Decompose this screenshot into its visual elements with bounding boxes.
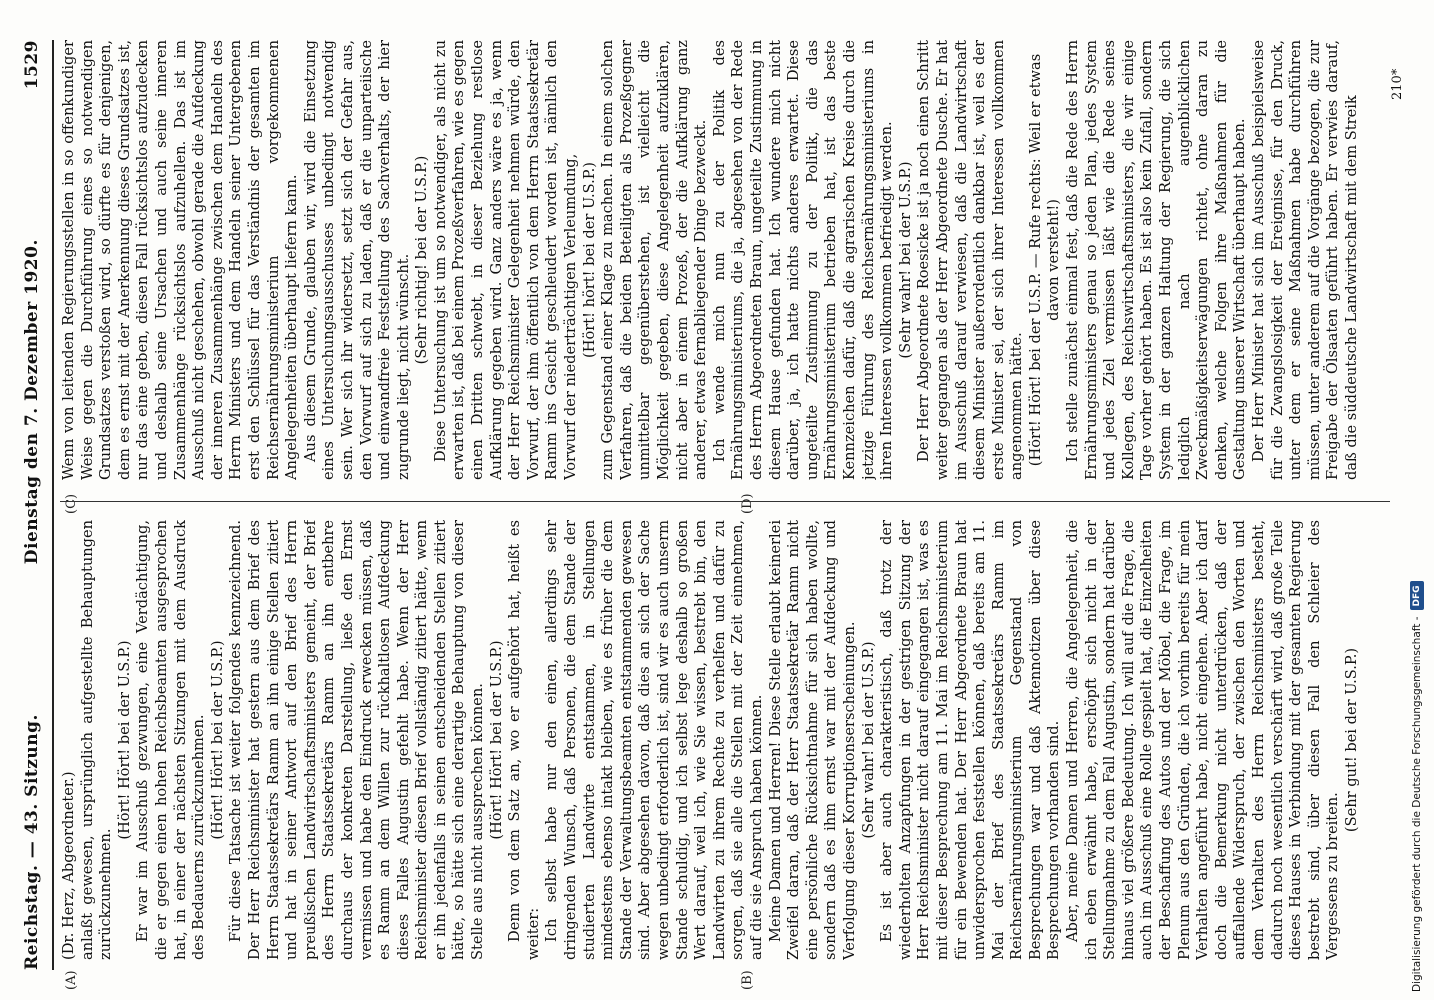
paragraph: Denn von dem Satz an, wo er aufgehört hat, heißt es weiter: bbox=[506, 520, 542, 960]
left-column bbox=[60, 520, 1390, 960]
interjection: (Sehr gut! bei der U.S.P.) bbox=[1342, 647, 1360, 833]
paragraph: Ich stelle zunächst einmal fest, daß die Rede des Herrn Ernährungsministers genau so jeden Plan, jedes System und jedes Ziel vermissen läßt wie die Rede seines Kollegen, des Reichswirtschaftsministers, die wir einige Tage vorher gehört haben. Es ist also kein Zufall, sondern System in der ganzen Haltung der Regierung, die sich lediglich nach augenblicklichen Zweckmäßigkeitserwägungen richtet, ohne daran zu denken, welche Folgen ihre Maßnahmen für die Gestaltung unserer Wirtschaft überhaupt haben. bbox=[1064, 40, 1249, 480]
page-header bbox=[14, 40, 50, 970]
paragraph: anlaßt gewesen, ursprünglich aufgestellte Behauptungen zurückzunehmen. bbox=[78, 520, 115, 960]
header-rule bbox=[52, 40, 54, 970]
paragraph: Ich wende mich nun zu der Politik des Ernährungsministeriums, die ja, abgesehen von der Rede des Herrn Abgeordneten Braun, ungeteilte Zustimmung in diesem Hause gefunden hat. Ich wundere mich nicht darüber, ja, ich hatte nichts anderes erwartet. Diese ungeteilte Zustimmung zu der Politik, die das Ernährungsministerium betrieben hat, ist das beste Kennzeichen dafür, daß die agrarischen Kreise durch die jetzige Führung des Reichsernährungsministeriums in ihren Interessen vollkommen befriedigt werden. bbox=[710, 40, 896, 480]
page-number: 1529 bbox=[22, 40, 42, 90]
paragraph: Aber, meine Damen und Herren, die Angelegenheit, die ich eben erwähnt habe, erschöpft sich nicht in der Stellungnahme zu dem Fall Augustin, sondern hat darüber hinaus viel größere Bedeutung. Ich will auf die Frage, die auch im Ausschuß eine Rolle gespielt hat, die Einzelheiten der Beschaffung des Autos und der Möbel, die Frage, im Plenum aus den Gründen, die ich vorhin bereits für mein Verhalten angeführt habe, nicht eingehen. Aber ich darf doch die Bemerkung nicht unterdrücken, daß der auffallende Widerspruch, der zwischen den Worten und dem Verhalten des Herrn Reichsministers besteht, dadurch noch wesentlich verschärft wird, daß große Teile dieses Hauses in Verbindung mit der gesamten Regierung bestrebt sind, über diesen Fall den Schleier des Vergessens zu breiten. bbox=[1064, 520, 1342, 960]
paragraph: Der Herr Abgeordnete Roesicke ist ja noch einen Schritt weiter gegangen als der Herr Abgeordnete Dusche. Er hat im Ausschuß darauf verwiesen, daß die Landwirtschaft diesem Minister außerordentlich dankbar ist, weil es der erste Minister sei, der sich ihrer Interessen vollkommen angenommen hätte. bbox=[915, 40, 1026, 480]
interjection: (Sehr richtig! bei der U.S.P.) bbox=[413, 155, 431, 365]
page-signature: 210* bbox=[1390, 68, 1405, 100]
interjection: (Hört! hört! bei der U.S.P.) bbox=[580, 162, 598, 358]
margin-mark-c: (C) bbox=[64, 493, 79, 514]
margin-mark-b: (B) bbox=[740, 970, 755, 990]
paragraph: Er war im Ausschuß gezwungen, eine Verdächtigung, die er gegen einen hohen Reichsbeamten ausgesprochen hat, in einer der nächsten Sitzungen mit dem Ausdruck des Bedauerns zurückzunehmen. bbox=[134, 520, 208, 960]
margin-mark-a: (A) bbox=[64, 970, 79, 990]
paragraph: Aus diesem Grunde, glauben wir, wird die Einsetzung eines Untersuchungsausschusses unbedingt notwendig sein. Wer sich ihr widersetzt, setzt sich der Gefahr aus, den Vorwurf auf sich zu laden, daß er die unparteiische und einwandfreie Feststellung des Sachverhalts, der hier zugrunde liegt, nicht wünscht. bbox=[301, 40, 412, 480]
interjection: (Hört! Hört! bei der U.S.P. — Rufe rechts: Weil er etwas davon versteht!) bbox=[1026, 53, 1063, 467]
paragraph: zum Gegenstand einer Klage zu machen. In einem solchen Verfahren, daß die beiden Beteiligten als Prozeßgegner unmittelbar gegenüberstehen, ist vielleicht die Möglichkeit gegeben, diese Angelegenheit aufzuklären, nicht aber in einem Prozeß, der die Aufklärung ganz anderer, etwas fernabliegender Dinge bezweckt. bbox=[599, 40, 710, 480]
paragraph: Der Herr Minister hat sich im Ausschuß beispielsweise für die Zwangslosigkeit der Ereignisse, für den Druck, unter dem er seine Maßnahmen habe durchführen müssen, unter anderem auf die Vorgänge bezogen, die zur Freigabe der Ölsaaten geführt haben. Er verwies darauf, daß die süddeutsche Landwirtschaft mit dem Streik bbox=[1250, 40, 1360, 480]
interjection: (Sehr wahr! bei der U.S.P.) bbox=[859, 641, 877, 839]
paragraph: Für diese Tatsache ist weiter folgendes kennzeichnend. Der Herr Reichsminister hat gestern aus dem Brief des Herrn Staatssekretärs Ramm an ihn einige Stellen zitiert und hat in seiner Antwort auf den Brief des Herrn preußischen Landwirtschaftsministers gemeint, der Brief des Herrn Staatssekretärs Ramm an ihn entbehre durchaus der konkreten Darstellung, ließe den Ernst vermissen und habe den Eindruck erwecken müssen, daß es Ramm an dem Willen zur rückhaltlosen Aufdeckung dieses Falles Augustin gefehlt habe. Wenn der Herr Reichsminister diesen Brief vollständig zitiert hätte, wenn er ihn jedenfalls in seinen entscheidenden Stellen zitiert hätte, so hätte sich eine derartige Behauptung von dieser Stelle aus nicht aussprechen können. bbox=[227, 520, 487, 960]
paragraph: (Dr. Herz, Abgeordneter.) bbox=[60, 771, 77, 960]
column-divider bbox=[60, 501, 1390, 502]
margin-mark-d: (D) bbox=[740, 493, 755, 514]
right-column bbox=[60, 40, 1390, 480]
header-date: Dienstag den 7. Dezember 1920. bbox=[22, 239, 42, 565]
credit-text: Digitalisierung gefördert durch die Deutsche Forschungsgemeinschaft - bbox=[1411, 616, 1423, 992]
paragraph: Es ist aber auch charakteristisch, daß trotz der wiederholten Anzapfungen in der gestrigen Sitzung der Herr Reichsminister nicht darauf eingegangen ist, was es mit dieser Besprechung am 11. Mai im Reichsministerium für ein Bewenden hat. Der Herr Abgeordnete Braun hat unwidersprochen feststellen können, daß bereits am 11. Mai der Brief des Staatssekretärs Ramm im Reichsernährungsministerium Gegenstand von Besprechungen war und daß Aktennotizen über diese Besprechungen vorhanden sind. bbox=[878, 520, 1063, 960]
credit-strip bbox=[1404, 8, 1430, 992]
paragraph: Diese Untersuchung ist um so notwendiger, als nicht zu erwarten ist, daß bei einem Prozeßverfahren, wie es gegen einen Dritten schwebt, in dieser Beziehung restlose Aufklärung gegeben wird. Ganz anders wäre es ja, wenn der Herr Reichsminister Gelegenheit nehmen würde, den Vorwurf, der ihm öffentlich von dem Herrn Staatssekretär Ramm ins Gesicht geschleudert worden ist, nämlich den Vorwurf der niederträchtigen Verleumdung, bbox=[431, 40, 580, 480]
paragraph: Wenn von leitenden Regierungsstellen in so offenkundiger Weise gegen die Durchführung eines so notwendigen Grundsatzes verstoßen wird, so dürfte es für denjenigen, dem es ernst mit der Anerkennung dieses Grundsatzes ist, nur das eine geben, diesen Fall rücksichtslos aufzudecken und deshalb seine Ursachen und auch seine inneren Zusammenhänge rücksichtslos aufzuhellen. Das ist im Ausschuß nicht geschehen, obwohl gerade die Aufdeckung der inneren Zusammenhänge zwischen dem Handeln des Herrn Ministers und dem Handeln seiner Untergebenen erst den Schlüssel für das Verständnis der gesamten im Reichsernährungsministerium vorgekommenen Angelegenheiten überhaupt liefern kann. bbox=[60, 40, 301, 480]
paragraph: Meine Damen und Herren! Diese Stelle erlaubt keinerlei Zweifel daran, daß der Herr Staatssekretär Ramm nicht eine persönliche Rücksichtnahme für sich haben wollte, sondern daß es ihm ernst war mit der Aufdeckung und Verfolgung dieser Korruptionserscheinungen. bbox=[766, 520, 858, 960]
interjection: (Hört! Hört! bei der U.S.P.) bbox=[115, 640, 133, 840]
header-left: Reichstag. — 43. Sitzung. bbox=[22, 714, 42, 970]
dfg-logo: DFG bbox=[1410, 581, 1424, 610]
paragraph: Ich selbst habe nur den einen, allerdings sehr dringenden Wunsch, daß Personen, die dem Stande der studierten Landwirte entstammen, in Stellungen mindestens ebenso intakt bleiben, wie es früher die dem Stande der Verwaltungsbeamten entstammenden gewesen sind. Aber abgesehen davon, daß dies an sich der Sache wegen unbedingt erforderlich ist, sind wir es auch unserm Stande schuldig, und ich selbst lege deshalb so großen Wert darauf, weil ich, wie Sie wissen, bestrebt bin, den Landwirten zu ihrem Rechte zu verhelfen und dafür zu sorgen, daß sie alle die Stellen mit der Zeit einnehmen, auf die sie Anspruch haben können. bbox=[543, 520, 765, 960]
interjection: (Sehr wahr! bei der U.S.P.) bbox=[896, 161, 914, 359]
interjection: (Hört! Hört! bei der U.S.P.) bbox=[487, 640, 505, 840]
interjection: (Hört! Hört! bei der U.S.P.) bbox=[208, 640, 226, 840]
